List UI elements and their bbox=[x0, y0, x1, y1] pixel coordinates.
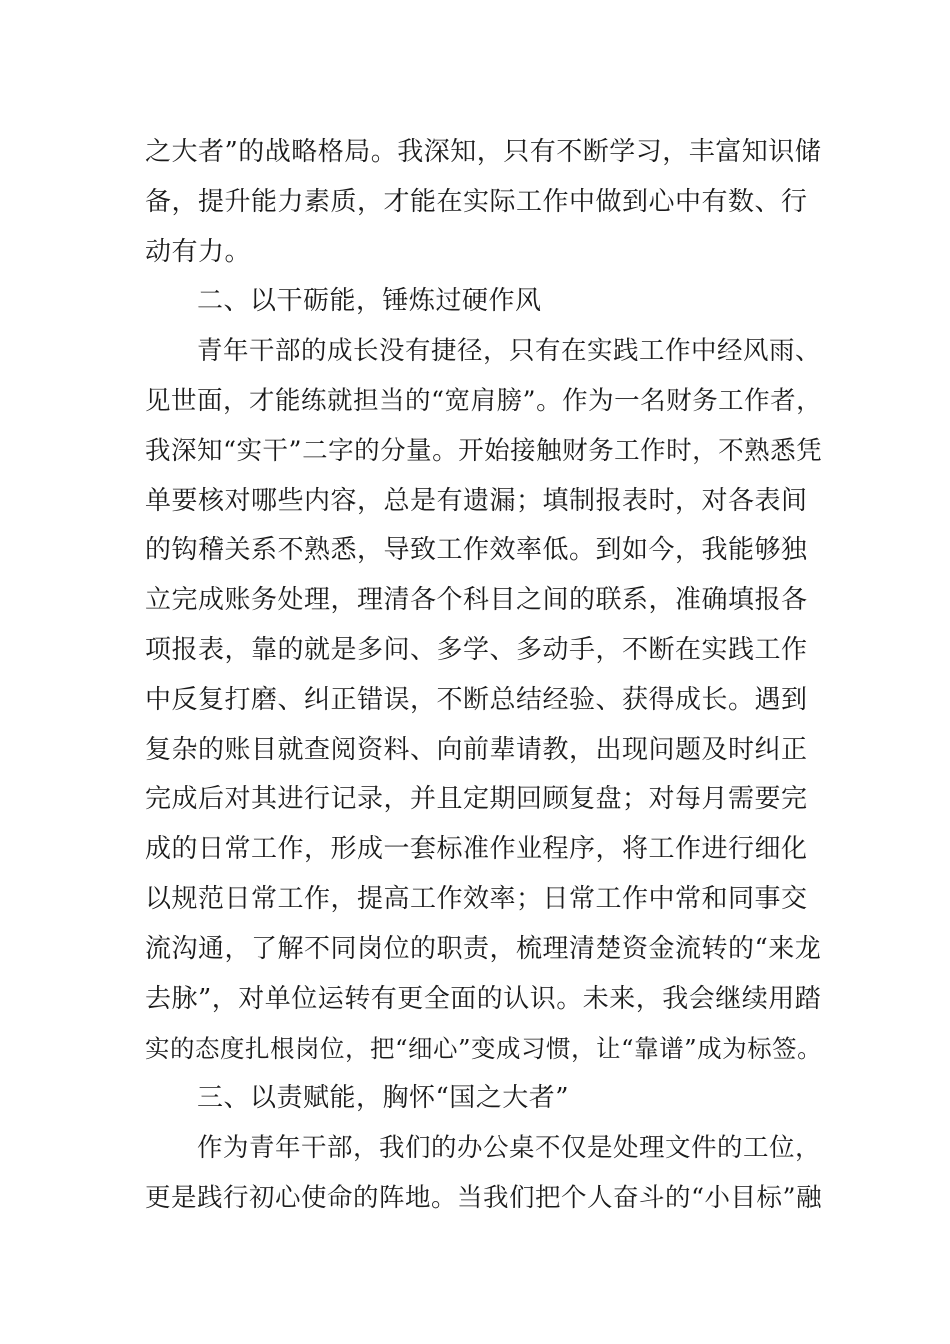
text-line: 完成后对其进行记录，并且定期回顾复盘；对每月需要完 bbox=[145, 784, 808, 815]
text-line: 中反复打磨、纠正错误，不断总结经验、获得成长。遇到 bbox=[145, 684, 808, 715]
text-line: 单要核对哪些内容，总是有遗漏；填制报表时，对各表间 bbox=[145, 485, 808, 516]
section-heading: 二、以干砺能，锤炼过硬作风 bbox=[197, 286, 542, 317]
text-line: 青年干部的成长没有捷径，只有在实践工作中经风雨、 bbox=[197, 336, 822, 367]
text-line: 实的态度扎根岗位，把“细心”变成习惯，让“靠谱”成为标签。 bbox=[145, 1034, 823, 1064]
text-line: 复杂的账目就查阅资料、向前辈请教，出现问题及时纠正 bbox=[145, 734, 808, 765]
text-line: 动有力。 bbox=[145, 236, 252, 267]
text-line: 更是践行初心使命的阵地。当我们把个人奋斗的“小目标”融 bbox=[145, 1182, 823, 1213]
section-heading: 三、以责赋能，胸怀“国之大者” bbox=[197, 1083, 570, 1114]
text-line: 项报表，靠的就是多问、多学、多动手，不断在实践工作 bbox=[145, 634, 808, 665]
text-line: 的钩稽关系不熟悉，导致工作效率低。到如今，我能够独 bbox=[145, 535, 808, 566]
text-line: 去脉”，对单位运转有更全面的认识。未来，我会继续用踏 bbox=[145, 983, 822, 1014]
text-line: 成的日常工作，形成一套标准作业程序，将工作进行细化 bbox=[145, 834, 808, 865]
text-line: 之大者”的战略格局。我深知，只有不断学习，丰富知识储 bbox=[145, 137, 822, 167]
text-line: 我深知“实干”二字的分量。开始接触财务工作时，不熟悉凭 bbox=[145, 435, 823, 466]
text-line: 流沟通，了解不同岗位的职责，梳理清楚资金流转的“来龙 bbox=[145, 933, 822, 964]
text-line: 以规范日常工作，提高工作效率；日常工作中常和同事交 bbox=[145, 883, 808, 914]
text-line: 备，提升能力素质，才能在实际工作中做到心中有数、行 bbox=[145, 186, 808, 217]
text-line: 见世面，才能练就担当的“宽肩膀”。作为一名财务工作者， bbox=[145, 385, 823, 416]
text-line: 作为青年干部，我们的办公桌不仅是处理文件的工位， bbox=[197, 1132, 822, 1163]
body-text bbox=[145, 128, 823, 1224]
text-line: 立完成账务处理，理清各个科目之间的联系，准确填报各 bbox=[145, 585, 808, 616]
